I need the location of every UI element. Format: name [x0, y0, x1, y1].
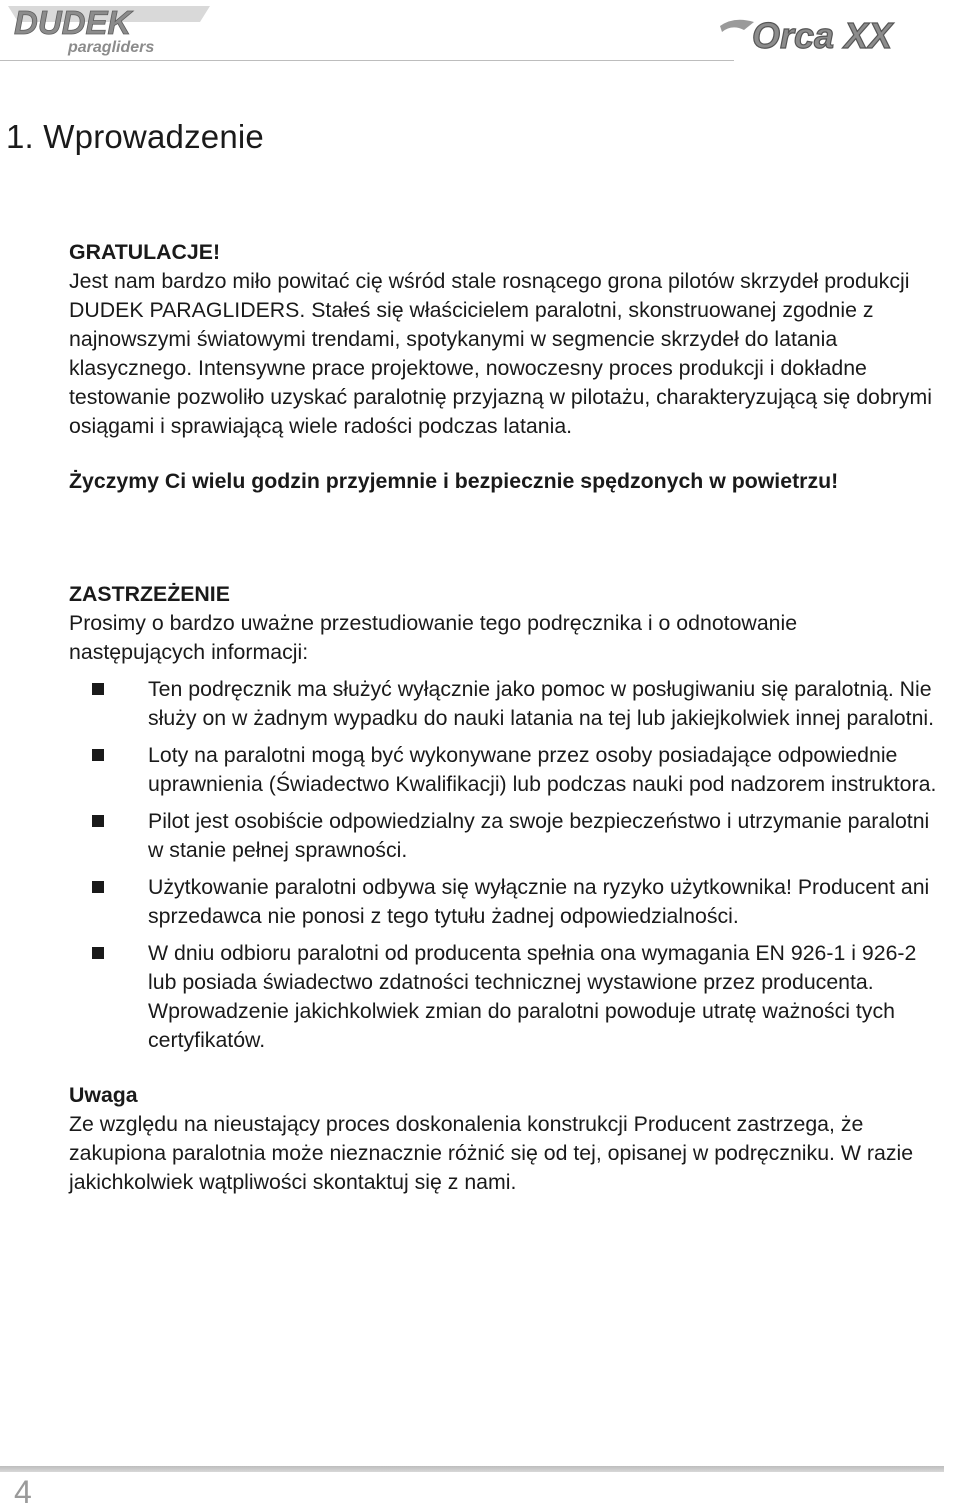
- header-divider: [0, 60, 734, 61]
- square-bullet-icon: [92, 881, 104, 893]
- square-bullet-icon: [92, 815, 104, 827]
- paragliders-logo-text: paragliders: [68, 39, 155, 56]
- orca-logo-text: Orca XX: [752, 15, 893, 56]
- list-item-text: W dniu odbioru paralotni od producenta spełnia ona wymagania EN 926-1 i 926-2 lub posiada świadectwo zdatności technicznej wystawione przez producenta. Wprowadzenie jakichkolwiek zmian do paralotni powoduje utratę ważności tych certyfikatów.: [148, 941, 917, 1052]
- list-item: [69, 807, 939, 865]
- intro-body: Jest nam bardzo miło powitać cię wśród stale rosnącego grona pilotów skrzydeł produkcji DUDEK PARAGLIDERS. Stałeś się właścicielem paralotni, skonstruowanej zgodnie z najnowszymi światowymi trendami, spotykanymi w segmencie skrzydeł do latania klasycznego. Intensywne prace projektowe, nowoczesny proces produkcji i dokładne testowanie pozwoliło uzyskać paralotnię przyjazną w pilotażu, charakteryzującą się dobrymi osiągami i sprawiającą wiele radości podczas latania.: [69, 269, 932, 438]
- disclaimer-lead: Prosimy o bardzo uważne przestudiowanie tego podręcznika i o odnotowanie następujących informacji:: [69, 611, 798, 664]
- note-body: Ze względu na nieustający proces doskonalenia konstrukcji Producent zastrzega, że zakupiona paralotnia może nieznacznie różnić się od tej, opisanej w podręczniku. W razie jakichkolwiek wątpliwości skontaktuj się z nami.: [69, 1112, 914, 1194]
- list-item: [69, 741, 939, 799]
- main-content: [69, 238, 939, 1197]
- list-item: [69, 939, 939, 1055]
- intro-wish: Życzymy Ci wielu godzin przyjemnie i bezpiecznie spędzonych w powietrzu!: [69, 469, 839, 493]
- list-item: [69, 675, 939, 733]
- disclaimer-heading: ZASTRZEŻENIE: [69, 582, 230, 606]
- square-bullet-icon: [92, 683, 104, 695]
- list-item: [69, 873, 939, 931]
- list-item-text: Pilot jest osobiście odpowiedzialny za swoje bezpieczeństwo i utrzymanie paralotni w stanie pełnej sprawności.: [148, 809, 930, 862]
- dudek-logo-text: DUDEK: [14, 4, 132, 41]
- note-heading: Uwaga: [69, 1083, 138, 1107]
- page-number: 4: [14, 1474, 32, 1510]
- section-title: 1. Wprowadzenie: [6, 118, 264, 155]
- square-bullet-icon: [92, 749, 104, 761]
- orca-xx-logo: [714, 8, 954, 56]
- disclaimer-list: [69, 675, 939, 1055]
- list-item-text: Loty na paralotni mogą być wykonywane przez osoby posiadające odpowiednie uprawnienia (Świadectwo Kwalifikacji) lub podczas nauki pod nadzorem instruktora.: [148, 743, 937, 796]
- intro-heading: GRATULACJE!: [69, 240, 221, 264]
- dudek-paragliders-logo: [4, 2, 216, 58]
- square-bullet-icon: [92, 947, 104, 959]
- list-item-text: Użytkowanie paralotni odbywa się wyłącznie na ryzyko użytkownika! Producent ani sprzedawca nie ponosi z tego tytułu żadnej odpowiedzialności.: [148, 875, 930, 928]
- footer-rule: [0, 1466, 944, 1472]
- page-header: [0, 0, 960, 70]
- list-item-text: Ten podręcznik ma służyć wyłącznie jako pomoc w posługiwaniu się paralotnią. Nie służy on w żadnym wypadku do nauki latania na tej lub jakiejkolwiek innej paralotni.: [148, 677, 935, 730]
